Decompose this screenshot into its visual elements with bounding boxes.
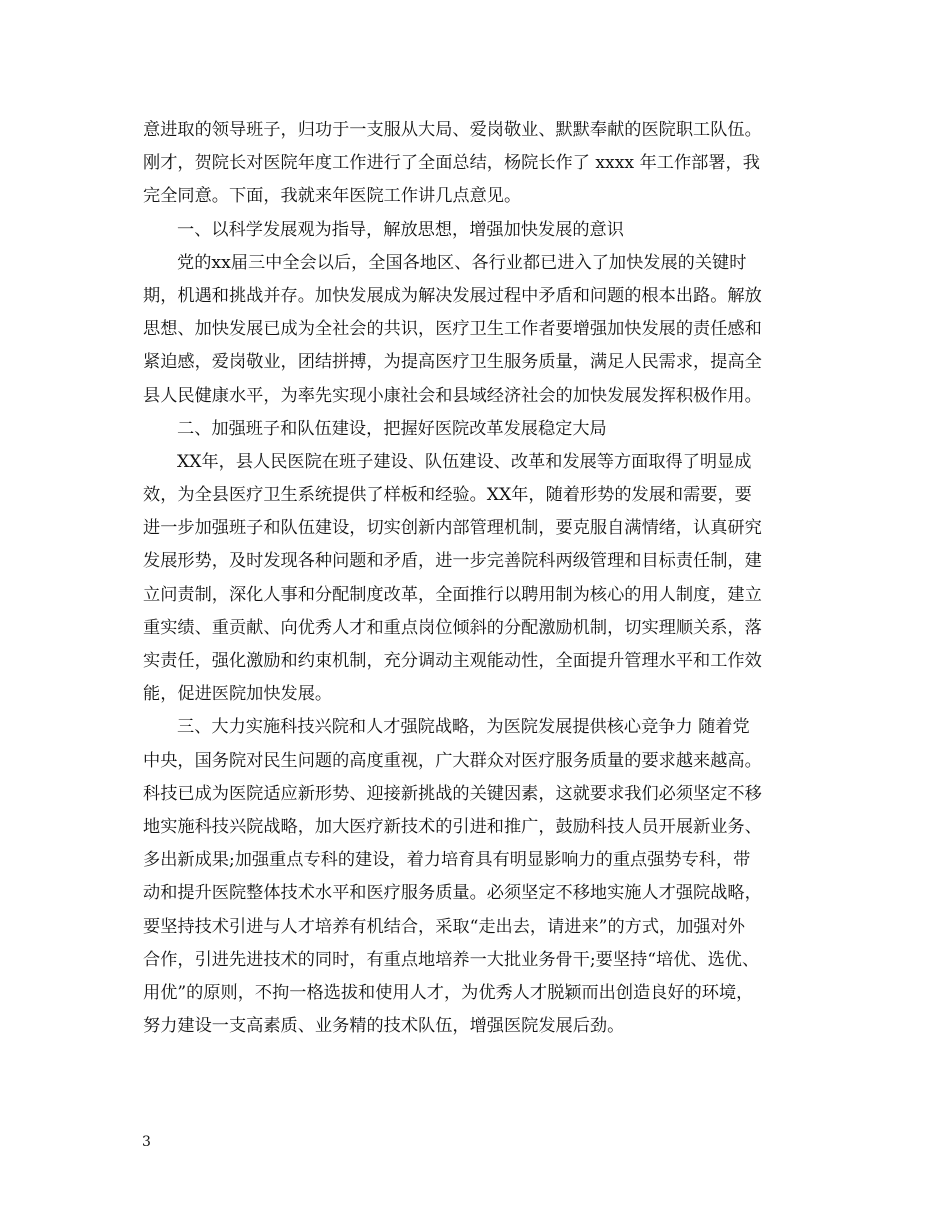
page-number: 3 [142, 1134, 151, 1150]
text-line: 进一步加强班子和队伍建设，切实创新内部管理机制，要克服自满情绪，认真研究 [143, 518, 762, 539]
text-line: 期，机遇和挑战并存。加快发展成为解决发展过程中矛盾和问题的根本出路。解放 [143, 285, 762, 306]
text-line: 重实绩、重贡献、向优秀人才和重点岗位倾斜的分配激励机制，切实理顺关系，落 [143, 617, 762, 638]
text-line: 科技已成为医院适应新形势、迎接新挑战的关键因素，这就要求我们必须坚定不移 [143, 783, 762, 804]
text-line: 要坚持技术引进与人才培养有机结合，采取“走出去，请进来”的方式，加强对外 [143, 916, 745, 937]
text-line: 县人民健康水平，为率先实现小康社会和县域经济社会的加快发展发挥积极作用。 [143, 385, 762, 406]
document-body [143, 114, 813, 1043]
text-line: 党的xx届三中全会以后，全国各地区、各行业都已进入了加快发展的关键时 [177, 252, 747, 273]
text-line: 动和提升医院整体技术水平和医疗服务质量。必须坚定不移地实施人才强院战略， [143, 883, 762, 904]
text-line: 用优”的原则，不拘一格选拔和使用人才，为优秀人才脱颖而出创造良好的环境， [143, 982, 754, 1003]
text-line: 二、加强班子和队伍建设，把握好医院改革发展稳定大局 [177, 418, 607, 439]
text-line: 能，促进医院加快发展。 [143, 684, 333, 705]
text-line: 紧迫感，爱岗敬业，团结拼搏，为提高医疗卫生服务质量，满足人民需求，提高全 [143, 352, 762, 373]
text-line: 一、以科学发展观为指导，解放思想，增强加快发展的意识 [177, 219, 624, 240]
text-line: 刚才，贺院长对医院年度工作进行了全面总结，杨院长作了 xxxx 年工作部署，我 [143, 153, 760, 174]
text-line: 中央，国务院对民生问题的高度重视，广大群众对医疗服务质量的要求越来越高。 [143, 750, 762, 771]
text-line: 思想、加快发展已成为全社会的共识，医疗卫生工作者要增强加快发展的责任感和 [143, 319, 762, 340]
text-line: 地实施科技兴院战略，加大医疗新技术的引进和推广，鼓励科技人员开展新业务、 [143, 816, 762, 837]
text-line: 努力建设一支高素质、业务精的技术队伍，增强医院发展后劲。 [143, 1016, 625, 1037]
text-line: 立问责制，深化人事和分配制度改革，全面推行以聘用制为核心的用人制度，建立 [143, 584, 762, 605]
text-line: 多出新成果;加强重点专科的建设，着力培育具有明显影响力的重点强势专科，带 [143, 850, 751, 871]
text-line: 完全同意。下面，我就来年医院工作讲几点意见。 [143, 186, 522, 207]
text-line: 实责任，强化激励和约束机制，充分调动主观能动性，全面提升管理水平和工作效 [143, 651, 762, 671]
text-line: 三、大力实施科技兴院和人才强院战略，为医院发展提供核心竞争力 随着党 [177, 717, 750, 738]
text-line: 合作，引进先进技术的同时，有重点地培养一大批业务骨干;要坚持“培优、选优、 [143, 949, 760, 970]
text-line: 意进取的领导班子，归功于一支服从大局、爱岗敬业、默默奉献的医院职工队伍。 [143, 120, 762, 140]
text-line: 发展形势，及时发现各种问题和矛盾，进一步完善院科两级管理和目标责任制，建 [143, 551, 762, 572]
text-line: XX年，县人民医院在班子建设、队伍建设、改革和发展等方面取得了明显成 [177, 451, 752, 472]
text-line: 效，为全县医疗卫生系统提供了样板和经验。XX年，随着形势的发展和需要，要 [143, 485, 752, 506]
